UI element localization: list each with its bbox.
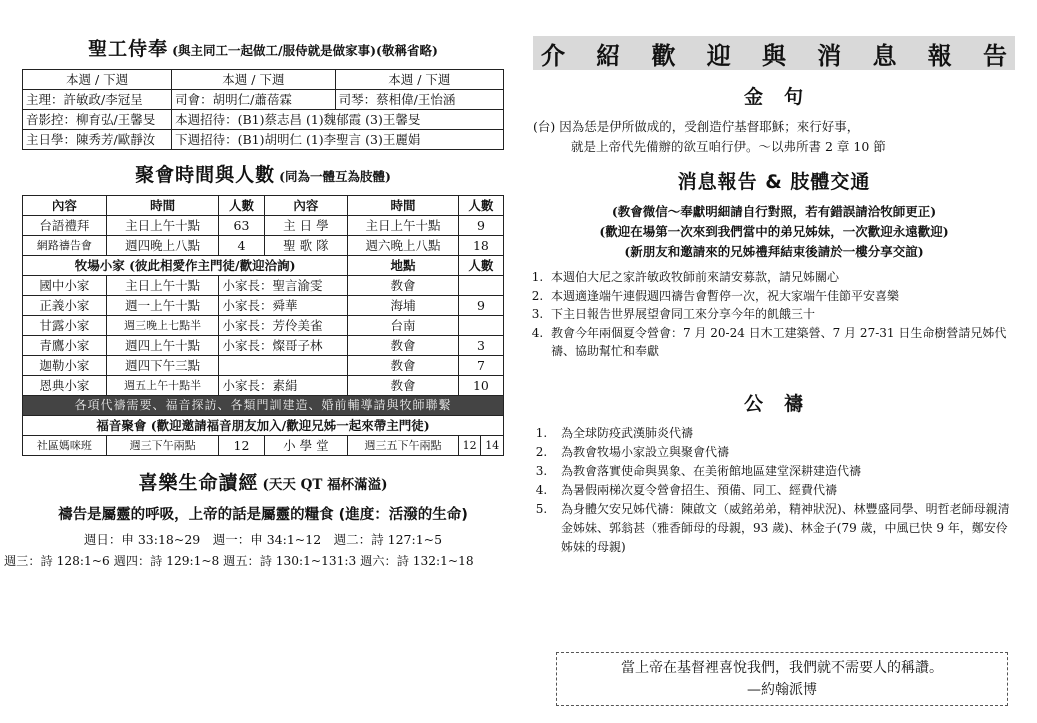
banner-char: 介 <box>541 40 565 70</box>
verse-section-title <box>533 82 1015 109</box>
devotion-section-title <box>22 468 504 495</box>
prayer-list <box>533 424 1015 557</box>
service-cell: 司會：胡明仁/蕭蓓霖 <box>172 90 336 110</box>
banner-char: 報 <box>927 40 952 70</box>
meetings-header: 時間 <box>106 196 219 216</box>
meetings-header: 內容 <box>264 196 348 216</box>
meeting-time: 週四晚上八點 <box>106 236 219 256</box>
closing-quote <box>556 652 1008 706</box>
meeting-name: 主 日 學 <box>264 216 348 236</box>
service-cell: 下週招待：(B1)胡明仁 (1)李聖言 (3)王麗娟 <box>172 130 504 150</box>
group-count <box>458 276 503 296</box>
group-place: 教會 <box>348 276 459 296</box>
group-count: 9 <box>458 296 503 316</box>
group-name: 甘露小家 <box>23 316 107 336</box>
announcement-note: (教會微信～奉獻明細請自行對照，若有錯誤請洽牧師更正) <box>611 204 937 219</box>
group-count: 10 <box>458 376 503 396</box>
group-time: 主日上午十點 <box>106 276 219 296</box>
announcement-list <box>533 268 1015 361</box>
group-time: 週五上午十點半 <box>106 376 219 396</box>
service-section-title <box>22 34 504 61</box>
group-count <box>458 316 503 336</box>
group-leader: 小家長：舜華 <box>219 296 348 316</box>
group-name: 青鷹小家 <box>23 336 107 356</box>
list-item: 1. 本週伯大尼之家許敏政牧師前來請安募款，請兄姊關心 <box>547 268 1015 287</box>
gospel-name: 小 學 堂 <box>264 436 348 456</box>
banner-char: 消 <box>817 40 842 70</box>
meetings-table <box>22 195 504 456</box>
meetings-subtitle: (同為一體互為肢體) <box>279 169 391 184</box>
list-item: 5. 為身體欠安兄姊代禱：陳啟文（威銘弟弟，精神狀況)、林豐盛同學、明哲老師母親清金姊妹、郭翁甚（雅香師母的母親，93 歲)、林金子(79 歲，中風已快 9 年，鄭安伶姊妹的母親) <box>551 500 1015 557</box>
announcement-note: (歡迎在場第一次來到我們當中的弟兄姊妹，一次歡迎永遠歡迎) <box>599 224 949 239</box>
table-row <box>23 316 504 336</box>
group-header: 人數 <box>458 256 503 276</box>
service-header: 本週 / 下週 <box>172 70 336 90</box>
group-leader: 小家長：芳伶美雀 <box>219 316 348 336</box>
table-row <box>23 216 504 236</box>
service-subtitle: (與主同工一起做工/服侍就是做家事)(敬稱省略) <box>172 43 438 58</box>
banner-char: 告 <box>983 40 1007 70</box>
group-header: 地點 <box>348 256 459 276</box>
announcement-note: (新朋友和邀請來的兄姊禮拜結束後請於一樓分享交誼) <box>624 244 924 259</box>
banner-char: 歡 <box>651 40 676 70</box>
service-header: 本週 / 下週 <box>335 70 503 90</box>
meeting-time: 主日上午十點 <box>106 216 219 236</box>
group-place: 教會 <box>348 356 459 376</box>
verse-line: (台) 因為恁是伊所做成的，受創造佇基督耶穌；來行好事， <box>533 119 860 134</box>
verse-title: 金 句 <box>743 86 804 108</box>
golden-verse <box>533 117 1015 157</box>
meeting-name: 聖 歌 隊 <box>264 236 348 256</box>
group-time: 週三晚上七點半 <box>106 316 219 336</box>
list-item: 2. 本週適逢端午連假週四禱告會暫停一次，祝大家端午佳節平安喜樂 <box>547 287 1015 306</box>
meeting-count: 9 <box>458 216 503 236</box>
group-leader: 小家長：聖言渝雯 <box>219 276 348 296</box>
table-row <box>23 336 504 356</box>
left-column <box>4 28 504 573</box>
service-cell: 主理：許敏政/李冠呈 <box>23 90 172 110</box>
group-count: 3 <box>458 336 503 356</box>
group-time: 週四下午三點 <box>106 356 219 376</box>
devotion-schedule-2: 週三：詩 128:1~6 週四：詩 129:1~8 週五：詩 130:1~131:3 週六：詩 132:1~18 <box>4 554 474 568</box>
group-place: 教會 <box>348 336 459 356</box>
prayer-title: 公 禱 <box>743 392 804 415</box>
table-row <box>23 376 504 396</box>
table-row <box>23 236 504 256</box>
service-cell: 音影控：柳育弘/王馨旻 <box>23 110 172 130</box>
table-row <box>23 276 504 296</box>
group-time: 週一上午十點 <box>106 296 219 316</box>
meetings-header: 時間 <box>348 196 459 216</box>
quote-author: —約翰派博 <box>747 682 817 698</box>
service-header: 本週 / 下週 <box>23 70 172 90</box>
list-item: 1. 為全球防疫武漢肺炎代禱 <box>551 424 1015 443</box>
devotion-heading: 禱告是屬靈的呼吸，上帝的話是屬靈的糧食 (進度：活潑的生命) <box>58 507 468 523</box>
gospel-time: 週三下午兩點 <box>106 436 219 456</box>
meetings-section-title <box>22 160 504 187</box>
service-table <box>22 69 504 150</box>
service-cell: 本週招待：(B1)蔡志昌 (1)魏郁霞 (3)王馨旻 <box>172 110 504 130</box>
group-header: 牧場小家 (彼此相愛作主門徒/歡迎洽詢) <box>23 256 348 276</box>
list-item: 2. 為教會牧場小家設立與聚會代禱 <box>551 443 1015 462</box>
banner-char: 息 <box>872 40 897 70</box>
list-item: 4. 為暑假兩梯次夏令營會招生、預備、同工、經費代禱 <box>551 481 1015 500</box>
announcements-title: 消息報告 & 肢體交通 <box>677 171 871 193</box>
announcements-section-title <box>533 167 1015 194</box>
section-banner <box>533 36 1015 70</box>
table-row <box>23 356 504 376</box>
table-row <box>23 436 504 456</box>
banner-char: 迎 <box>706 40 731 70</box>
prayer-section-title <box>533 389 1015 416</box>
meetings-title: 聚會時間與人數 <box>135 164 276 186</box>
meetings-header: 人數 <box>219 196 264 216</box>
gospel-header: 福音聚會 (歡迎邀請福音朋友加入/歡迎兄姊一起來帶主門徒) <box>23 416 504 436</box>
group-name: 迦勒小家 <box>23 356 107 376</box>
meeting-count: 63 <box>219 216 264 236</box>
contact-pastor-banner: 各項代禱需要、福音探訪、各類門訓建造、婚前輔導請與牧師聯繫 <box>23 396 504 416</box>
devotion-title: 喜樂生命讀經 <box>138 472 259 494</box>
list-item: 3. 為教會落實使命與異象、在美術館地區建堂深耕建造代禱 <box>551 462 1015 481</box>
group-place: 台南 <box>348 316 459 336</box>
table-row <box>23 296 504 316</box>
list-item: 4. 教會今年兩個夏令營會：7 月 20-24 日木工建築營、7 月 27-31 日生命樹營請兄姊代禱、協助幫忙和奉獻 <box>547 324 1015 361</box>
meeting-name: 台語禮拜 <box>23 216 107 236</box>
banner-char: 紹 <box>596 40 621 70</box>
meetings-header: 人數 <box>458 196 503 216</box>
gospel-name: 社區媽咪班 <box>23 436 107 456</box>
list-item: 3. 下主日報告世界展望會同工來分享今年的飢餓三十 <box>547 305 1015 324</box>
service-cell: 司琴：蔡相偉/王怡涵 <box>335 90 503 110</box>
service-title: 聖工侍奉 <box>88 38 169 60</box>
group-leader: 小家長：素絹 <box>219 376 348 396</box>
gospel-count: 12 <box>219 436 264 456</box>
banner-char: 與 <box>762 40 786 70</box>
meeting-time: 週六晚上八點 <box>348 236 459 256</box>
group-place: 教會 <box>348 376 459 396</box>
meeting-name: 網路禱告會 <box>23 236 107 256</box>
gospel-count: 14 <box>481 436 504 456</box>
group-leader <box>219 356 348 376</box>
devotion-schedule-1: 週日：申 33:18~29 週一：申 34:1~12 週二：詩 127:1~5 <box>83 532 443 547</box>
group-leader: 小家長：燦哥子林 <box>219 336 348 356</box>
meeting-count: 18 <box>458 236 503 256</box>
right-column <box>533 36 1015 557</box>
meeting-time: 主日上午十點 <box>348 216 459 236</box>
group-name: 國中小家 <box>23 276 107 296</box>
verse-line: 就是上帝代先備辦的欲互咱行伊。～以弗所書 2 章 10 節 <box>571 139 886 154</box>
service-cell: 主日學：陳秀芳/歐靜汝 <box>23 130 172 150</box>
meeting-count: 4 <box>219 236 264 256</box>
group-name: 正義小家 <box>23 296 107 316</box>
group-name: 恩典小家 <box>23 376 107 396</box>
gospel-time: 週三五下午兩點 <box>348 436 459 456</box>
group-place: 海埔 <box>348 296 459 316</box>
meetings-header: 內容 <box>23 196 107 216</box>
quote-text: 當上帝在基督裡喜悅我們，我們就不需要人的稱讚。 <box>621 660 943 676</box>
gospel-count: 12 <box>458 436 481 456</box>
group-count: 7 <box>458 356 503 376</box>
group-time: 週四上午十點 <box>106 336 219 356</box>
devotion-subtitle: (天天 QT 福杯滿溢) <box>262 477 388 493</box>
